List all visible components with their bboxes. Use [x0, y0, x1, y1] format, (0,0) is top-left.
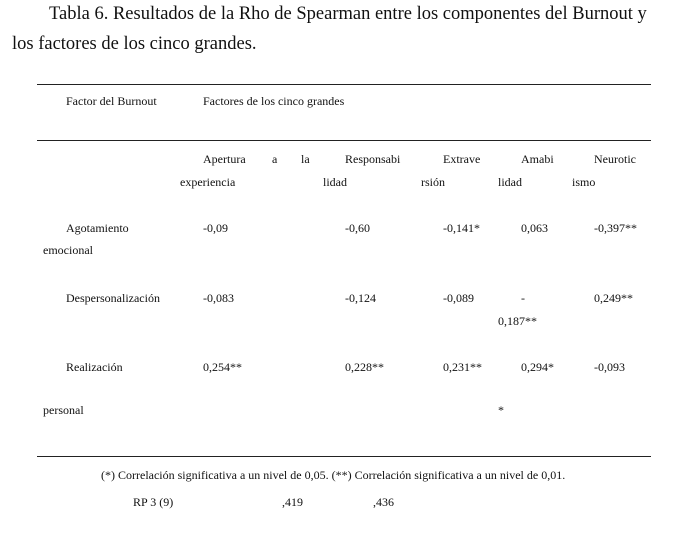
cell-agotamiento-extraversion: -0,141* [443, 221, 480, 235]
extra-row-label: RP 3 (9) [133, 495, 174, 509]
cell-despersonalizacion-responsabilidad: -0,124 [345, 291, 376, 305]
table-bottom-rule [37, 456, 651, 457]
subheader-neuroticismo-2: ismo [572, 175, 596, 189]
row-agotamiento-label-2: emocional [43, 243, 93, 257]
subheader-extraversion-1: Extrave [443, 152, 481, 166]
cell-agotamiento-responsabilidad: -0,60 [345, 221, 370, 235]
cell-despersonalizacion-extraversion: -0,089 [443, 291, 474, 305]
subheader-apertura-1: Apertura [203, 152, 246, 166]
cell-realizacion-responsabilidad: 0,228** [345, 360, 384, 374]
extra-row-value-2: ,436 [373, 495, 394, 509]
subheader-neuroticismo-1: Neurotic [594, 152, 636, 166]
cell-despersonalizacion-neuroticismo: 0,249** [594, 291, 633, 305]
table-top-rule [37, 84, 651, 85]
row-realizacion-label-1: Realización [66, 360, 123, 374]
subheader-apertura-4: experiencia [180, 175, 236, 189]
subheader-apertura-3: la [301, 152, 310, 166]
row-despersonalizacion-label: Despersonalización [66, 291, 160, 305]
cell-realizacion-apertura: 0,254** [203, 360, 242, 374]
cell-despersonalizacion-apertura: -0,083 [203, 291, 234, 305]
subheader-amabilidad-1: Amabi [521, 152, 554, 166]
cell-realizacion-amabilidad-value: 0,294* [521, 360, 554, 374]
row-realizacion-label-2: personal [43, 403, 84, 417]
extra-row-value-1: ,419 [282, 495, 303, 509]
subheader-amabilidad-2: lidad [498, 175, 522, 189]
cell-agotamiento-neuroticismo: -0,397** [594, 221, 637, 235]
cell-realizacion-amabilidad-wrap: * [498, 403, 504, 417]
cell-realizacion-neuroticismo: -0,093 [594, 360, 625, 374]
table-footnote: (*) Correlación significativa a un nivel de 0,05. (**) Correlación significativa a un nivel de 0,01. [101, 468, 566, 482]
cell-agotamiento-apertura: -0,09 [203, 221, 228, 235]
row-agotamiento-label-1: Agotamiento [66, 221, 129, 235]
subheader-extraversion-2: rsión [421, 175, 445, 189]
cell-despersonalizacion-amabilidad-value: 0,187** [498, 314, 537, 328]
cell-agotamiento-amabilidad: 0,063 [521, 221, 548, 235]
subheader-responsabilidad-2: lidad [323, 175, 347, 189]
cell-despersonalizacion-amabilidad-sign: - [521, 291, 525, 305]
header-burnout-factor: Factor del Burnout [66, 94, 157, 108]
header-big-five-factors: Factores de los cinco grandes [203, 94, 345, 108]
cell-realizacion-extraversion: 0,231** [443, 360, 482, 374]
subheader-responsabilidad-1: Responsabi [345, 152, 401, 166]
header-rule [37, 140, 651, 141]
table-caption-line-2: los factores de los cinco grandes. [12, 34, 257, 54]
subheader-apertura-2: a [272, 152, 278, 166]
table-caption-line-1: Tabla 6. Resultados de la Rho de Spearman entre los componentes del Burnout y [49, 4, 647, 24]
